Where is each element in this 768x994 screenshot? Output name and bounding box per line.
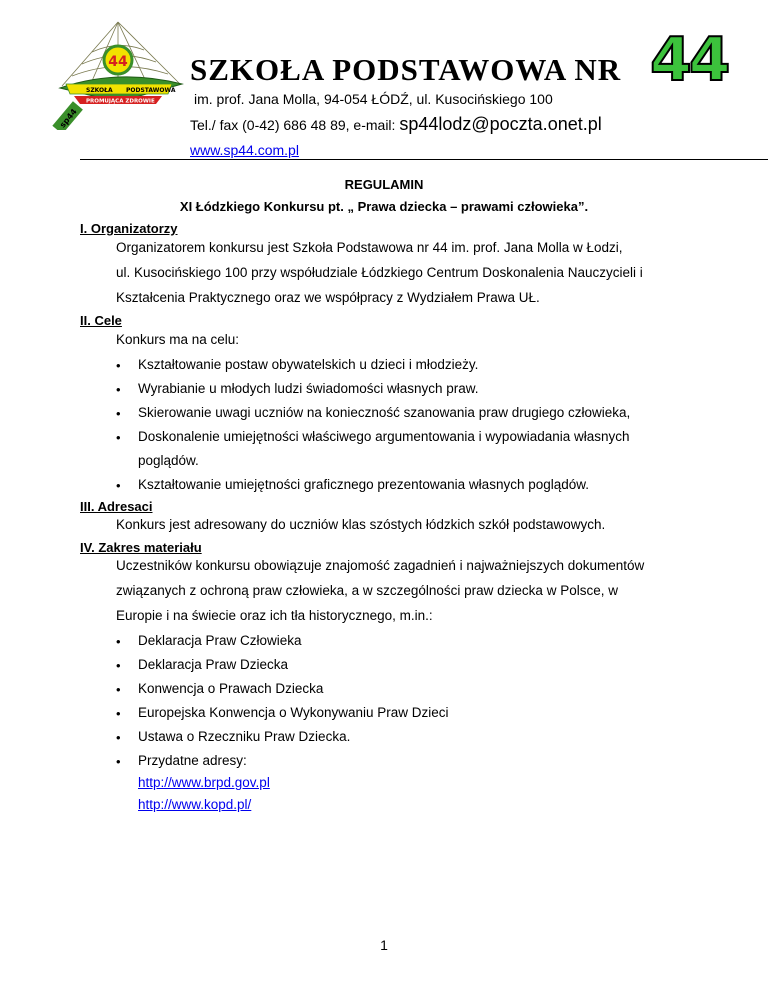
bullet: •	[116, 682, 121, 697]
goal-item: Kształtowanie umiejętności graficznego prezentowania własnych poglądów.	[138, 477, 590, 492]
school-address: im. prof. Jana Molla, 94-054 ŁÓDŹ, ul. Kusocińskiego 100	[194, 91, 553, 107]
scope-item: Przydatne adresy:	[138, 753, 247, 768]
logo-text-right: PODSTAWOWA	[126, 87, 176, 94]
goal-item: Skierowanie uwagi uczniów na konieczność szanowania praw drugiego człowieka,	[138, 405, 631, 420]
goals-intro: Konkurs ma na celu:	[116, 332, 240, 347]
goal-item-continuation: poglądów.	[138, 453, 199, 468]
scope-line-3: Europie i na świecie oraz ich tła historycznego, m.in.:	[116, 608, 433, 623]
scope-item: Deklaracja Praw Dziecka	[138, 657, 289, 672]
section-title-scope: IV. Zakres materiału	[80, 540, 202, 555]
logo-ribbon: PROMUJĄCA ZDROWIE	[86, 98, 155, 105]
bullet: •	[116, 634, 121, 649]
logo-mark: sp44	[57, 107, 79, 130]
organizers-line-3: Kształcenia Praktycznego oraz we współpracy z Wydziałem Prawa UŁ.	[116, 290, 540, 305]
organizers-line-2: ul. Kusocińskiego 100 przy współudziale Łódzkiego Centrum Doskonalenia Nauczycieli i	[116, 265, 643, 280]
section-title-organizers: I. Organizatorzy	[80, 221, 178, 236]
scope-item: Europejska Konwencja o Wykonywaniu Praw Dzieci	[138, 705, 449, 720]
bullet: •	[116, 406, 121, 421]
section-title-goals: II. Cele	[80, 313, 122, 328]
bullet: •	[116, 478, 121, 493]
bullet: •	[116, 658, 121, 673]
goal-item: Kształtowanie postaw obywatelskich u dzieci i młodzieży.	[138, 357, 479, 372]
bullet: •	[116, 706, 121, 721]
contact-line	[190, 114, 602, 135]
contact-phone: Tel./ fax (0-42) 686 48 89, e-mail:	[190, 117, 400, 133]
school-logo	[52, 18, 190, 130]
bullet: •	[116, 382, 121, 397]
logo-number: 44	[108, 54, 128, 70]
school-number-badge: 44	[650, 25, 728, 95]
contact-email[interactable]: sp44lodz@poczta.onet.pl	[399, 114, 602, 134]
bullet: •	[116, 430, 121, 445]
header-divider	[80, 159, 768, 160]
organizers-line-1: Organizatorem konkursu jest Szkoła Podstawowa nr 44 im. prof. Jana Molla w Łodzi,	[116, 240, 623, 255]
bullet: •	[116, 730, 121, 745]
link-kopd[interactable]: http://www.kopd.pl/	[138, 797, 252, 812]
scope-item: Deklaracja Praw Człowieka	[138, 633, 302, 648]
goal-item: Doskonalenie umiejętności właściwego argumentowania i wypowiadania własnych	[138, 429, 630, 444]
bullet: •	[116, 754, 121, 769]
page-number: 1	[380, 937, 388, 953]
doc-heading: REGULAMIN	[344, 177, 424, 192]
scope-item: Ustawa o Rzeczniku Praw Dziecka.	[138, 729, 351, 744]
audience-text: Konkurs jest adresowany do uczniów klas szóstych łódzkich szkół podstawowych.	[116, 517, 606, 532]
scope-line-2: związanych z ochroną praw człowieka, a w szczególności praw dziecka w Polsce, w	[116, 583, 618, 598]
scope-item: Konwencja o Prawach Dziecka	[138, 681, 324, 696]
website-link[interactable]: www.sp44.com.pl	[190, 142, 299, 158]
section-title-audience: III. Adresaci	[80, 499, 153, 514]
school-title: SZKOŁA PODSTAWOWA NR	[190, 52, 622, 87]
bullet: •	[116, 358, 121, 373]
link-brpd[interactable]: http://www.brpd.gov.pl	[138, 775, 270, 790]
goal-item: Wyrabianie u młodych ludzi świadomości własnych praw.	[138, 381, 479, 396]
doc-subheading: XI Łódzkiego Konkursu pt. „ Prawa dziecka – prawami człowieka”.	[179, 199, 589, 214]
scope-line-1: Uczestników konkursu obowiązuje znajomość zagadnień i najważniejszych dokumentów	[116, 558, 645, 573]
logo-text-left: SZKOŁA	[86, 87, 113, 94]
